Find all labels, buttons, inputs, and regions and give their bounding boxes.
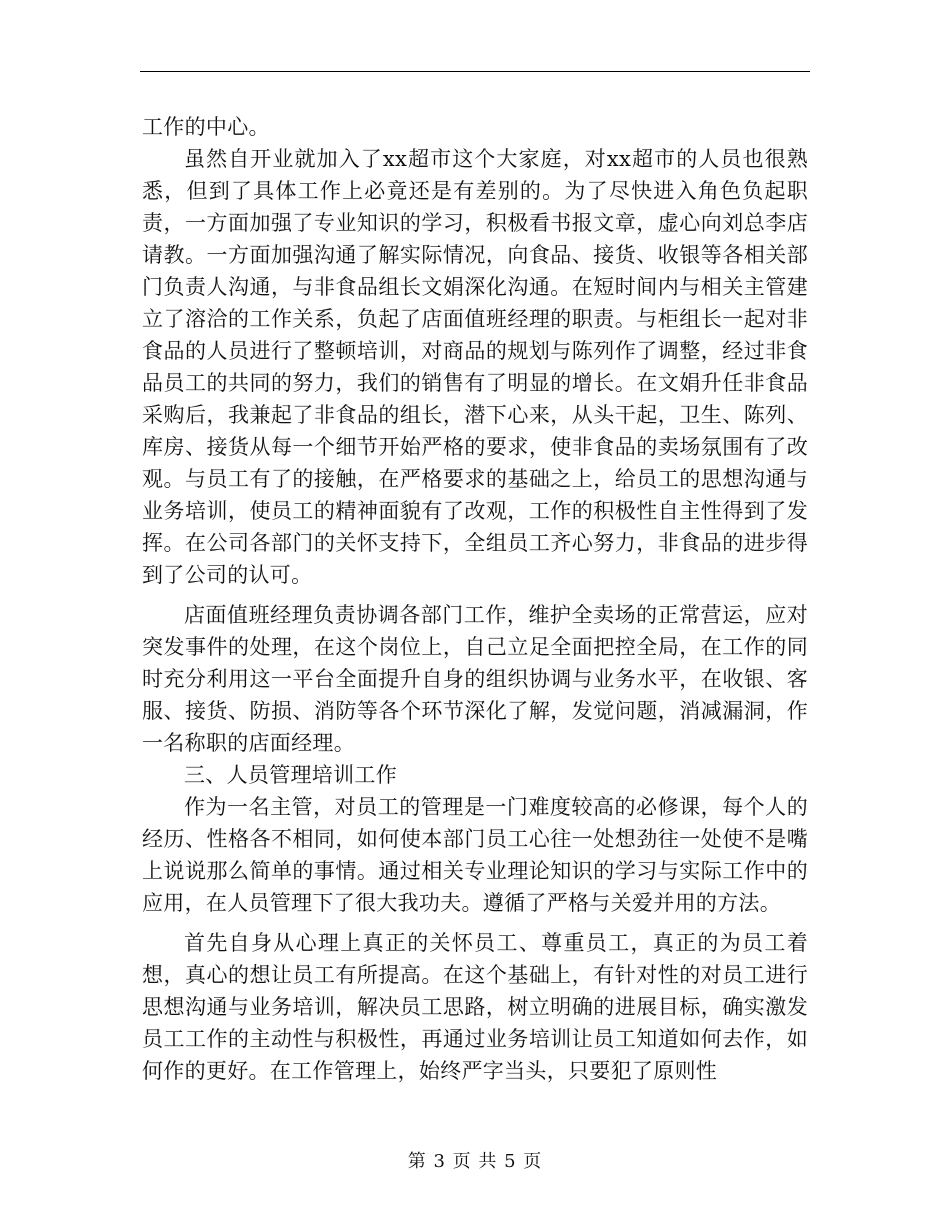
page-number: 第 3 页 共 5 页 [407, 1151, 543, 1172]
paragraph-duty-manager: 店面值班经理负责协调各部门工作，维护全卖场的正常营运，应对突发事件的处理，在这个岗位上，自己立足全面把控全局，在工作的同时充分利用这一平台全面提升自身的组织协调与业务水平，在收银、客服、接货、防损、消防等各个环节深化了解，发觉问题，消减漏洞，作一名称职的店面经理。 [142, 603, 808, 755]
paragraph-continuation: 工作的中心。 [142, 115, 270, 139]
paragraph-joining-supermarket: 虽然自开业就加入了xx超市这个大家庭，对xx超市的人员也很熟悉，但到了具体工作上必竟还是有差别的。为了尽快进入角色负起职责，一方面加强了专业知识的学习，积极看书报文章，虚心向刘总李店请教。一方面加强沟通了解实际情况，向食品、接货、收银等各相关部门负责人沟通，与非食品组长文娟深化沟通。在短时间内与相关主管建立了溶洽的工作关系，负起了店面值班经理的职责。与柜组长一起对非食品的人员进行了整顿培训，对商品的规划与陈列作了调整，经过非食品员工的共同的努力，我们的销售有了明显的增长。在文娟升任非食品采购后，我兼起了非食品的组长，潜下心来，从头干起，卫生、陈列、库房、接货从每一个细节开始严格的要求，使非食品的卖场氛围有了改观。与员工有了的接触，在严格要求的基础之上，给员工的思想沟通与业务培训，使员工的精神面貌有了改观，工作的积极性自主性得到了发挥。在公司各部门的关怀支持下，全组员工齐心努力，非食品的进步得到了公司的认可。 [142, 147, 808, 587]
header-rule [140, 71, 810, 72]
section-heading-staff-training: 三、人员管理培训工作 [184, 763, 397, 787]
paragraph-care-for-staff: 首先自身从心理上真正的关怀员工、尊重员工，真正的为员工着想，真心的想让员工有所提高。在这个基础上，有针对性的对员工进行思想沟通与业务培训，解决员工思路，树立明确的进展目标，确实激发员工工作的主动性与积极性，再通过业务培训让员工知道如何去作，如何作的更好。在工作管理上，始终严字当头，只要犯了原则性 [142, 931, 808, 1083]
document-body [142, 111, 808, 1087]
paragraph-staff-management: 作为一名主管，对员工的管理是一门难度较高的必修课，每个人的经历、性格各不相同，如何使本部门员工心往一处想劲往一处使不是嘴上说说那么简单的事情。通过相关专业理论知识的学习与实际工作中的应用，在人员管理下了很大我功夫。遵循了严格与关爱并用的方法。 [142, 795, 808, 915]
